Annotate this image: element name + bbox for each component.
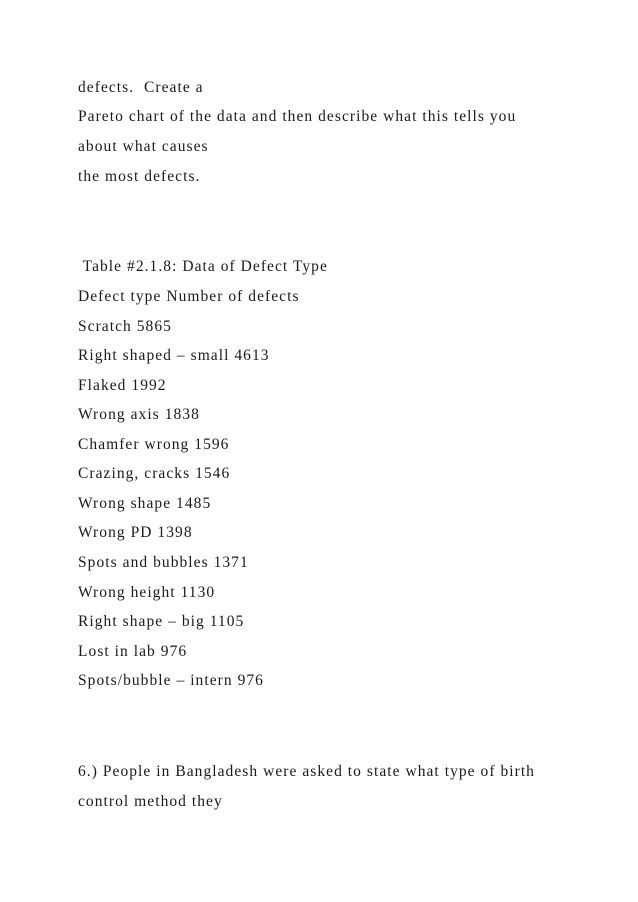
table-caption: Table #2.1.8: Data of Defect Type <box>78 258 328 275</box>
intro-line-4: the most defects. <box>78 168 201 185</box>
table-row: Wrong PD 1398 <box>78 524 193 541</box>
table-row: Spots and bubbles 1371 <box>78 554 249 571</box>
table-row: Crazing, cracks 1546 <box>78 465 231 482</box>
table-header: Defect type Number of defects <box>78 288 300 305</box>
table-row: Scratch 5865 <box>78 318 172 335</box>
table-row: Wrong axis 1838 <box>78 406 200 423</box>
intro-line-1: defects. Create a <box>78 79 204 96</box>
question-line-2: control method they <box>78 793 223 810</box>
table-row: Lost in lab 976 <box>78 643 188 660</box>
table-row: Wrong shape 1485 <box>78 495 212 512</box>
table-row: Chamfer wrong 1596 <box>78 436 230 453</box>
table-row: Flaked 1992 <box>78 377 167 394</box>
question-line-1: 6.) People in Bangladesh were asked to state what type of birth <box>78 763 535 780</box>
table-row: Spots/bubble – intern 976 <box>78 672 264 689</box>
table-row: Right shaped – small 4613 <box>78 347 270 364</box>
intro-line-3: about what causes <box>78 138 209 155</box>
table-row: Wrong height 1130 <box>78 584 216 601</box>
intro-line-2: Pareto chart of the data and then describe what this tells you <box>78 108 517 125</box>
table-row: Right shape – big 1105 <box>78 613 245 630</box>
